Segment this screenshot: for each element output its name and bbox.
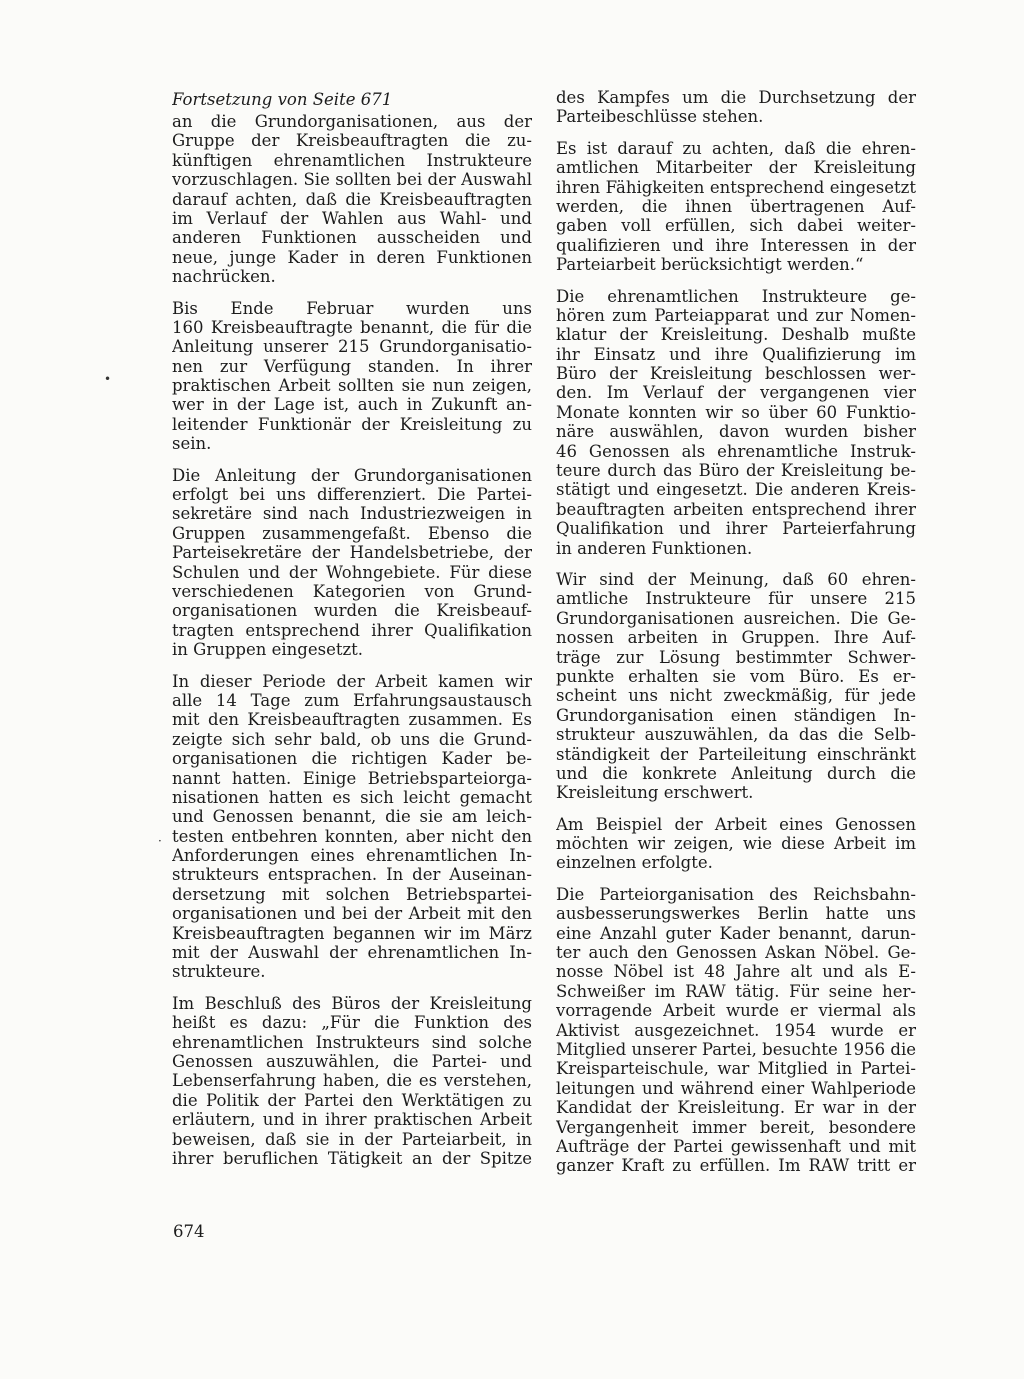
text-line: Die ehrenamtlichen Instrukteure ge-: [556, 286, 916, 306]
text-line: Am Beispiel der Arbeit eines Genossen: [556, 814, 916, 834]
paragraph: [556, 139, 916, 275]
text-line: eine Anzahl guter Kader benannt, darun-: [556, 923, 916, 943]
text-line: Anleitung unserer 215 Grundorganisatio-: [172, 337, 532, 357]
text-line: Grundorganisation einen ständigen In-: [556, 705, 916, 725]
text-line: ihr Einsatz und ihre Qualifizierung im: [556, 344, 916, 364]
text-line: nachrücken.: [172, 267, 276, 287]
text-line: träge zur Lösung bestimmter Schwer-: [556, 647, 916, 667]
text-line: beauftragten arbeiten entsprechend ihrer: [556, 499, 916, 519]
text-line: nossen arbeiten in Gruppen. Ihre Auf-: [556, 628, 916, 648]
paragraph-gap: [172, 660, 532, 672]
text-line: ganzer Kraft zu erfüllen. Im RAW tritt er: [556, 1156, 916, 1176]
text-line: punkte erhalten sie vom Büro. Es er-: [556, 666, 916, 686]
text-line: leitender Funktionär der Kreisleitung zu: [172, 414, 532, 434]
text-line: die Politik der Partei den Werktätigen zu: [172, 1090, 532, 1110]
text-line: Aufträge der Partei gewissenhaft und mit: [556, 1136, 916, 1156]
text-line: sein.: [172, 434, 212, 454]
text-line: organisationen und bei der Arbeit mit den: [172, 904, 532, 924]
text-line: nosse Nöbel ist 48 Jahre alt und als E-: [556, 962, 916, 982]
text-line: Aktivist ausgezeichnet. 1954 wurde er: [556, 1020, 916, 1040]
text-line: organisationen wurden die Kreisbeauf-: [172, 601, 532, 621]
text-line: Parteisekretäre der Handelsbetriebe, der: [172, 543, 532, 563]
text-line: Schulen und der Wohngebiete. Für diese: [172, 562, 532, 582]
right-column: [556, 88, 916, 1176]
text-line: dersetzung mit solchen Betriebspartei-: [172, 884, 532, 904]
text-line: nen zur Verfügung standen. In ihrer: [172, 356, 532, 376]
text-line: alle 14 Tage zum Erfahrungsaustausch: [172, 690, 532, 710]
paragraph: [556, 885, 916, 1176]
paragraph-gap: [172, 454, 532, 466]
text-line: Monate konnten wir so über 60 Funktio-: [556, 402, 916, 422]
text-line: Gruppen zusammengefaßt. Ebenso die: [172, 523, 532, 543]
text-line: scheint uns nicht zweckmäßig, für jede: [556, 686, 916, 706]
text-line: im Verlauf der Wahlen aus Wahl- und: [172, 208, 532, 228]
text-line: an die Grundorganisationen, aus der: [172, 112, 532, 131]
text-line: ständigkeit der Parteileitung einschränkt: [556, 744, 916, 764]
paragraph: [172, 112, 532, 287]
margin-dot: •: [104, 372, 112, 386]
left-column-body: [172, 112, 532, 1168]
paragraph: [556, 88, 916, 127]
text-line: beweisen, daß sie in der Parteiarbeit, in: [172, 1129, 532, 1149]
text-line: und Genossen benannt, die sie am leich-: [172, 807, 532, 827]
text-line: Im Beschluß des Büros der Kreisleitung: [172, 993, 532, 1013]
text-line: Wir sind der Meinung, daß 60 ehren-: [556, 569, 916, 589]
paragraph-gap: [172, 287, 532, 299]
text-line: strukteurs entsprachen. In der Auseinan-: [172, 865, 532, 885]
paragraph-gap: [556, 127, 916, 139]
paragraph: [172, 299, 532, 454]
paragraph-gap: [556, 803, 916, 815]
text-line: wer in der Lage ist, auch in Zukunft an-: [172, 395, 532, 415]
page-number: 674: [173, 1222, 205, 1241]
text-line: Anforderungen eines ehrenamtlichen In-: [172, 846, 532, 866]
text-line: den. Im Verlauf der vergangenen vier: [556, 383, 916, 403]
text-line: neue, junge Kader in deren Funktionen: [172, 247, 532, 267]
text-line: ehrenamtlichen Instrukteurs sind solche: [172, 1032, 532, 1052]
text-line: Lebenserfahrung haben, die es verstehen,: [172, 1071, 532, 1091]
text-line: anderen Funktionen ausscheiden und: [172, 228, 532, 248]
paragraph-gap: [172, 982, 532, 994]
text-line: hören zum Parteiapparat und zur Nomen-: [556, 305, 916, 325]
text-line: Die Parteiorganisation des Reichsbahn-: [556, 884, 916, 904]
text-line: künftigen ehrenamtlichen Instrukteure: [172, 150, 532, 170]
text-line: 46 Genossen als ehrenamtliche Instruk-: [556, 441, 916, 461]
paragraph: [556, 815, 916, 873]
text-line: klatur der Kreisleitung. Deshalb mußte: [556, 325, 916, 345]
text-line: Grundorganisationen ausreichen. Die Ge-: [556, 608, 916, 628]
text-line: sekretäre sind nach Industriezweigen in: [172, 504, 532, 524]
text-line: Kreisleitung erschwert.: [556, 783, 754, 803]
text-line: einzelnen erfolgte.: [556, 853, 713, 873]
text-line: werden, die ihnen übertragenen Auf-: [556, 196, 916, 216]
text-line: Vergangenheit immer bereit, besondere: [556, 1117, 916, 1137]
text-line: Es ist darauf zu achten, daß die ehren-: [556, 138, 916, 158]
paragraph: [556, 570, 916, 803]
text-line: Parteibeschlüsse stehen.: [556, 107, 764, 127]
paragraph-gap: [556, 873, 916, 885]
text-line: Kandidat der Kreisleitung. Er war in der: [556, 1098, 916, 1118]
text-line: ausbesserungswerkes Berlin hatte uns: [556, 904, 916, 924]
text-line: mit den Kreisbeauftragten zusammen. Es: [172, 710, 532, 730]
paragraph-gap: [556, 275, 916, 287]
continuation-heading: Fortsetzung von Seite 671: [172, 90, 393, 109]
text-line: Genossen auszuwählen, die Partei- und: [172, 1051, 532, 1071]
paragraph: [172, 994, 532, 1169]
text-line: vorzuschlagen. Sie sollten bei der Auswahl: [172, 170, 532, 190]
text-line: organisationen die richtigen Kader be-: [172, 749, 532, 769]
text-line: nisationen hatten es sich leicht gemacht: [172, 787, 532, 807]
text-line: nannt hatten. Einige Betriebsparteiorga-: [172, 768, 532, 788]
text-line: erfolgt bei uns differenziert. Die Partei-: [172, 485, 532, 505]
left-column: [172, 88, 532, 1168]
text-line: tragten entsprechend ihrer Qualifikation: [172, 620, 532, 640]
text-line: Bis Ende Februar wurden uns: [172, 298, 532, 318]
text-line: strukteure.: [172, 962, 266, 982]
text-line: ihrer beruflichen Tätigkeit an der Spitze: [172, 1148, 532, 1168]
text-line: in anderen Funktionen.: [556, 538, 753, 558]
text-line: erläutern, und in ihrer praktischen Arbeit: [172, 1110, 532, 1130]
text-line: ter auch den Genossen Askan Nöbel. Ge-: [556, 943, 916, 963]
text-line: mit der Auswahl der ehrenamtlichen In-: [172, 943, 532, 963]
paragraph-gap: [556, 558, 916, 570]
text-line: leitungen und während einer Wahlperiode: [556, 1078, 916, 1098]
paragraph: [172, 466, 532, 660]
paragraph: [172, 672, 532, 982]
text-line: amtliche Instrukteure für unsere 215: [556, 589, 916, 609]
right-column-body: [556, 88, 916, 1176]
text-line: 160 Kreisbeauftragte benannt, die für die: [172, 317, 532, 337]
text-line: vorragende Arbeit wurde er viermal als: [556, 1001, 916, 1021]
text-line: verschiedenen Kategorien von Grund-: [172, 581, 532, 601]
text-line: des Kampfes um die Durchsetzung der: [556, 88, 916, 107]
text-line: Qualifikation und ihrer Parteierfahrung: [556, 519, 916, 539]
text-line: zeigte sich sehr bald, ob uns die Grund-: [172, 729, 532, 749]
text-line: näre auswählen, davon wurden bisher: [556, 422, 916, 442]
text-line: und die konkrete Anleitung durch die: [556, 763, 916, 783]
text-line: Kreisparteischule, war Mitglied in Partei-: [556, 1059, 916, 1079]
text-line: qualifizieren und ihre Interessen in der: [556, 235, 916, 255]
text-line: ihren Fähigkeiten entsprechend eingesetzt: [556, 177, 916, 197]
text-line: darauf achten, daß die Kreisbeauftragten: [172, 189, 532, 209]
text-line: Büro der Kreisleitung beschlossen wer-: [556, 364, 916, 384]
text-line: heißt es dazu: „Für die Funktion des: [172, 1013, 532, 1033]
text-line: stätigt und eingesetzt. Die anderen Kreis-: [556, 480, 916, 500]
text-line: Mitglied unserer Partei, besuchte 1956 die: [556, 1039, 916, 1059]
text-line: gaben voll erfüllen, sich dabei weiter-: [556, 216, 916, 236]
text-line: praktischen Arbeit sollten sie nun zeigen,: [172, 376, 532, 396]
text-line: Die Anleitung der Grundorganisationen: [172, 465, 532, 485]
text-line: Gruppe der Kreisbeauftragten die zu-: [172, 131, 532, 151]
text-line: strukteur auszuwählen, da das die Selb-: [556, 725, 916, 745]
text-line: teure durch das Büro der Kreisleitung be-: [556, 461, 916, 481]
text-line: In dieser Periode der Arbeit kamen wir: [172, 671, 532, 691]
text-line: möchten wir zeigen, wie diese Arbeit im: [556, 834, 916, 854]
margin-dot: ·: [158, 834, 162, 848]
text-line: Schweißer im RAW tätig. Für seine her-: [556, 981, 916, 1001]
text-line: Parteiarbeit berücksichtigt werden.“: [556, 255, 864, 275]
text-line: testen entbehren konnten, aber nicht den: [172, 826, 532, 846]
paragraph: [556, 287, 916, 558]
text-line: amtlichen Mitarbeiter der Kreisleitung: [556, 158, 916, 178]
text-line: in Gruppen eingesetzt.: [172, 640, 364, 660]
text-line: Kreisbeauftragten begannen wir im März: [172, 923, 532, 943]
